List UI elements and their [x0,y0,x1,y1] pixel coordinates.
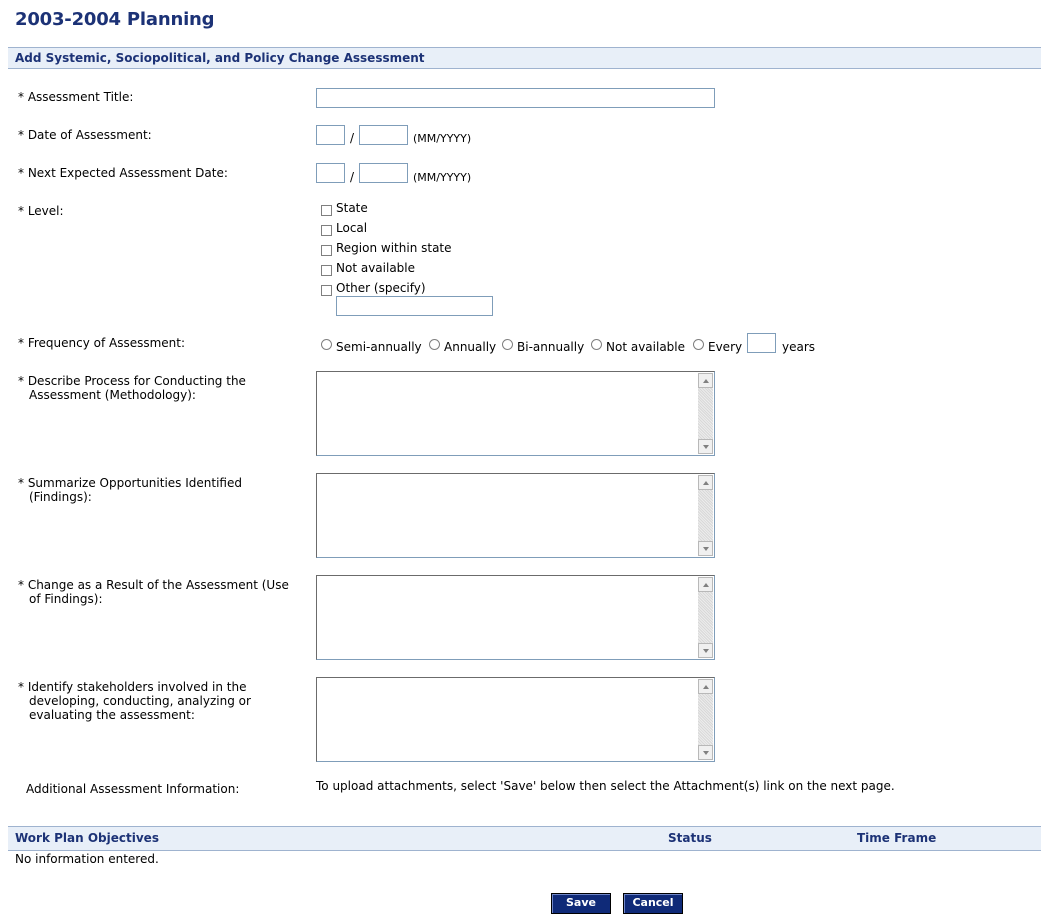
scroll-down-icon[interactable] [698,541,713,556]
change-label-line2: of Findings): [29,592,103,606]
level-state-checkbox[interactable] [321,205,332,216]
scroll-up-icon[interactable] [698,679,713,694]
level-state-label: State [336,201,368,215]
scroll-down-icon[interactable] [698,439,713,454]
additional-info-label: Additional Assessment Information: [26,782,240,796]
work-plan-empty-text: No information entered. [15,852,159,866]
methodology-label-line2: Assessment (Methodology): [29,388,196,402]
stakeholders-textarea[interactable] [316,677,715,762]
next-year-input[interactable] [359,163,408,183]
save-button[interactable]: Save [551,893,611,914]
stakeholders-label-line2: developing, conducting, analyzing or [29,694,251,708]
frequency-semi-annually-label: Semi-annually [336,340,422,354]
frequency-label: * Frequency of Assessment: [18,336,186,350]
frequency-years-label: years [782,340,816,354]
stakeholders-scrollbar[interactable] [698,679,713,760]
change-textarea[interactable] [316,575,715,660]
assessment-title-label: * Assessment Title: [18,90,134,104]
level-other-specify-input[interactable] [336,296,493,316]
frequency-bi-annually-label: Bi-annually [517,340,585,354]
stakeholders-label-line1: * Identify stakeholders involved in the [18,680,247,694]
level-not-available-checkbox[interactable] [321,265,332,276]
methodology-scrollbar[interactable] [698,373,713,454]
assessment-title-input[interactable] [316,88,715,108]
frequency-not-available-radio[interactable] [591,339,602,350]
frequency-every-radio[interactable] [693,339,704,350]
frequency-semi-annually-radio[interactable] [321,339,332,350]
frequency-not-available-label: Not available [606,340,686,354]
change-scrollbar[interactable] [698,577,713,658]
change-label [18,578,289,606]
methodology-label-line1: * Describe Process for Conducting the [18,374,246,388]
frequency-bi-annually-radio[interactable] [502,339,513,350]
scroll-down-icon[interactable] [698,745,713,760]
findings-textarea[interactable] [316,473,715,558]
next-date-format-hint: (MM/YYYY) [413,171,472,184]
date-separator: / [350,131,355,145]
work-plan-status-header: Status [668,831,712,845]
next-month-input[interactable] [316,163,345,183]
scroll-down-icon[interactable] [698,643,713,658]
frequency-annually-label: Annually [444,340,497,354]
findings-label-line2: (Findings): [29,490,92,504]
level-region-checkbox[interactable] [321,245,332,256]
work-plan-header [8,826,1041,851]
level-local-checkbox[interactable] [321,225,332,236]
level-other-checkbox[interactable] [321,285,332,296]
section-title: Add Systemic, Sociopolitical, and Policy Change Assessment [15,51,425,65]
next-assessment-date-label: * Next Expected Assessment Date: [18,166,228,180]
stakeholders-label [18,680,251,722]
level-label: * Level: [18,204,64,218]
level-other-label: Other (specify) [336,281,426,295]
scroll-up-icon[interactable] [698,475,713,490]
page-title: 2003-2004 Planning [15,9,215,30]
stakeholders-label-line3: evaluating the assessment: [29,708,195,722]
scroll-up-icon[interactable] [698,577,713,592]
next-date-separator: / [350,170,355,184]
level-local-label: Local [336,221,368,235]
methodology-textarea[interactable] [316,371,715,456]
methodology-label [18,374,246,402]
cancel-button[interactable]: Cancel [623,893,683,914]
level-region-label: Region within state [336,241,452,255]
scroll-up-icon[interactable] [698,373,713,388]
change-label-line1: * Change as a Result of the Assessment (Use [18,578,289,592]
frequency-every-label: Every [708,340,743,354]
work-plan-objectives-header: Work Plan Objectives [15,831,159,845]
level-not-available-label: Not available [336,261,416,275]
frequency-annually-radio[interactable] [429,339,440,350]
section-header [8,47,1041,69]
findings-label-line1: * Summarize Opportunities Identified [18,476,242,490]
additional-info-text: To upload attachments, select 'Save' below then select the Attachment(s) link on the next page. [316,779,895,793]
frequency-years-input[interactable] [747,333,776,353]
date-format-hint: (MM/YYYY) [413,132,472,145]
findings-scrollbar[interactable] [698,475,713,556]
findings-label [18,476,242,504]
date-of-assessment-label: * Date of Assessment: [18,128,152,142]
assessment-year-input[interactable] [359,125,408,145]
assessment-month-input[interactable] [316,125,345,145]
work-plan-timeframe-header: Time Frame [857,831,937,845]
